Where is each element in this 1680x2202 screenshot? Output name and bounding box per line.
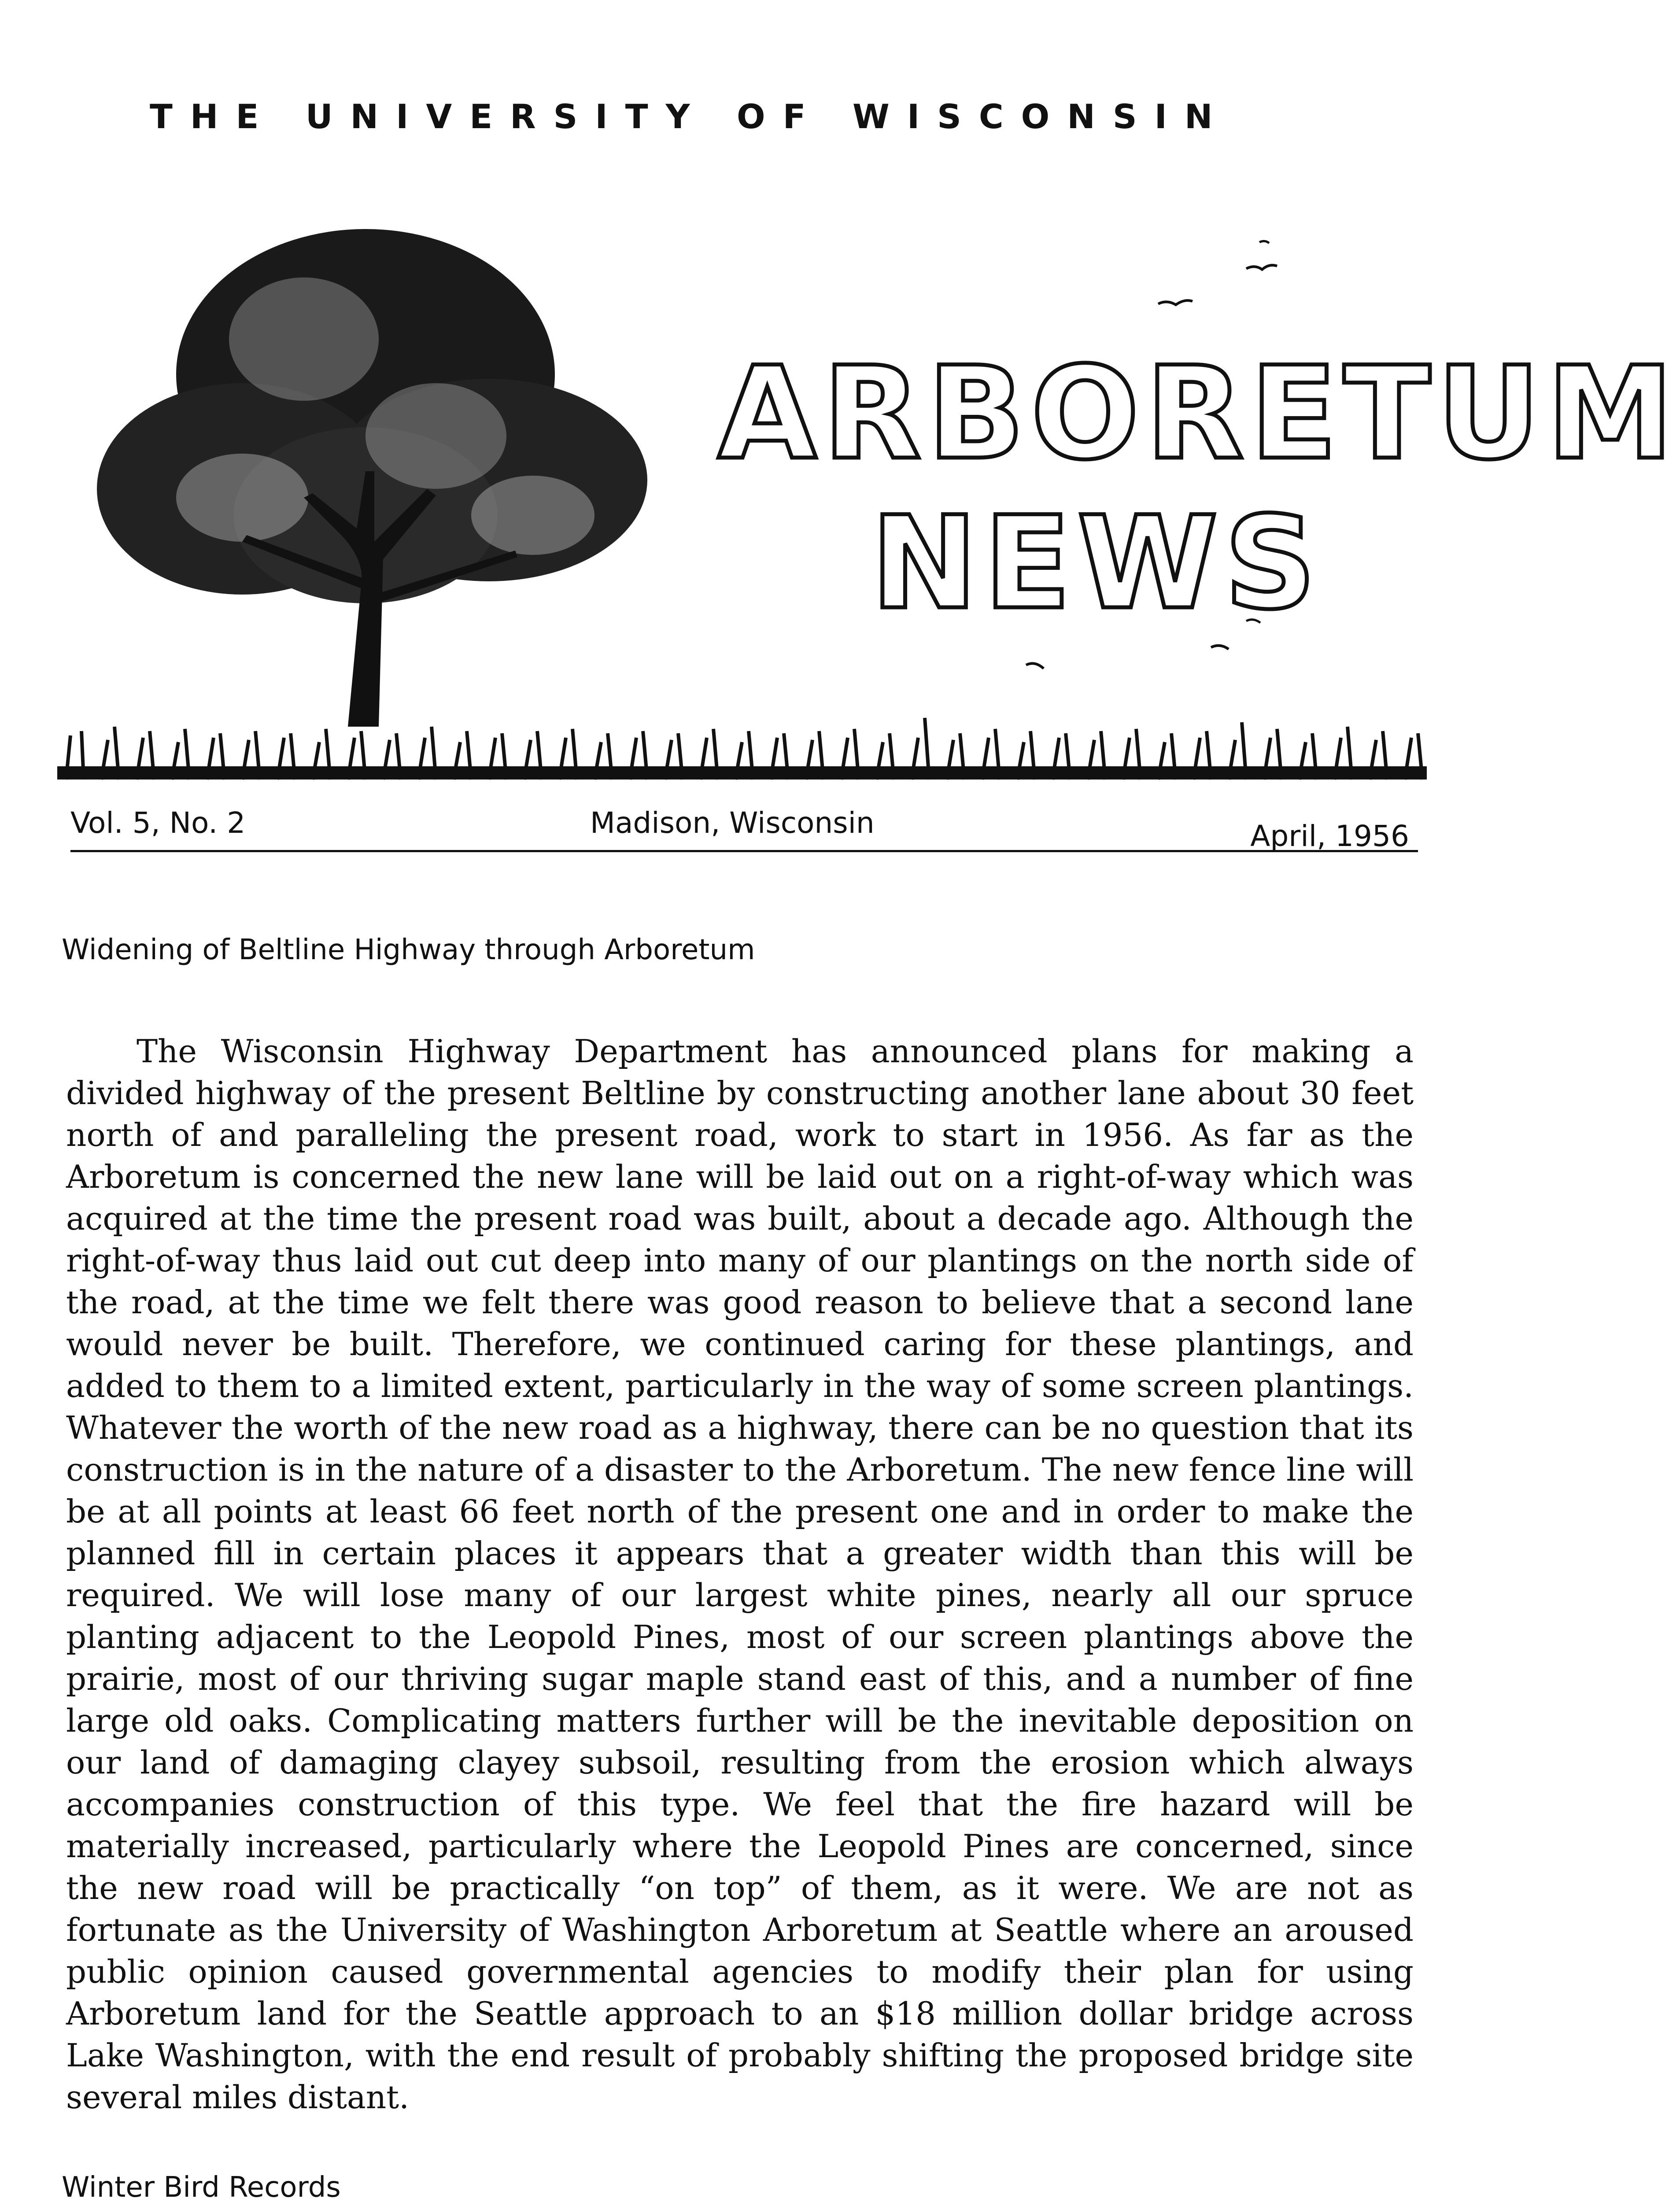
- article-body-beltline: The Wisconsin Highway Department has announced plans for making a divided highway of the present Beltline by constructing another lane about 30 feet north of and paralleling the present road, work to start in 1956. As far as the Arboretum is concerned the new lane will be laid out on a right-of-way which was acquired at the time the present road was built, about a decade ago. Although the right-of-way thus laid out cut deep into many of our plantings on the north side of the road, at the time we felt there was good reason to believe that a second lane would never be built. Therefore, we continued caring for these plantings, and added to them to a limited extent, particularly in the way of some screen plantings. Whatever the worth of the new road as a highway, there can be no question that its construction is in the nature of a disaster to the Arboretum. The new fence line will be at all points at least 66 feet north of the present one and in order to make the planned fill in certain places it appears that a greater width than this will be required. We will lose many of our largest white pines, nearly all our spruce planting adjacent to the Leopold Pines, most of our screen plantings above the prairie, most of our thriving sugar maple stand east of this, and a number of fine large old oaks. Complicating matters further will be the inevitable deposition on our land of damaging clayey subsoil, resulting from the erosion which always accompanies construction of this type. We feel that the fire hazard will be materially increased, particularly where the Leopold Pines are concerned, since the new road will be practically “on top” of them, as it were. We are not as fortunate as the University of Washington Arboretum at Seattle where an aroused public opinion caused governmental agencies to modify their plan for using Arboretum land for the Seattle approach to an $18 million dollar bridge across Lake Washington, with the end result of probably shifting the proposed bridge site several miles distant.: [66, 1033, 1414, 2116]
- publication-place: Madison, Wisconsin: [590, 806, 875, 840]
- title-arboretum: ARBORETUM: [718, 340, 1680, 488]
- dateline: [70, 802, 1418, 852]
- newsletter-title: [718, 339, 1680, 639]
- university-name: THE UNIVERSITY OF WISCONSIN: [150, 97, 1230, 136]
- volume-number: Vol. 5, No. 2: [70, 806, 246, 840]
- oak-tree-illustration: [57, 207, 718, 735]
- article-heading-birds: Winter Bird Records: [62, 2171, 341, 2202]
- title-news: NEWS: [871, 489, 1322, 638]
- birds-illustration: [1114, 233, 1299, 321]
- publication-date: April, 1956: [1250, 819, 1409, 853]
- masthead: [57, 207, 1680, 815]
- grass-illustration: [57, 718, 1427, 784]
- article-heading-beltline: Widening of Beltline Highway through Arboretum: [62, 934, 755, 966]
